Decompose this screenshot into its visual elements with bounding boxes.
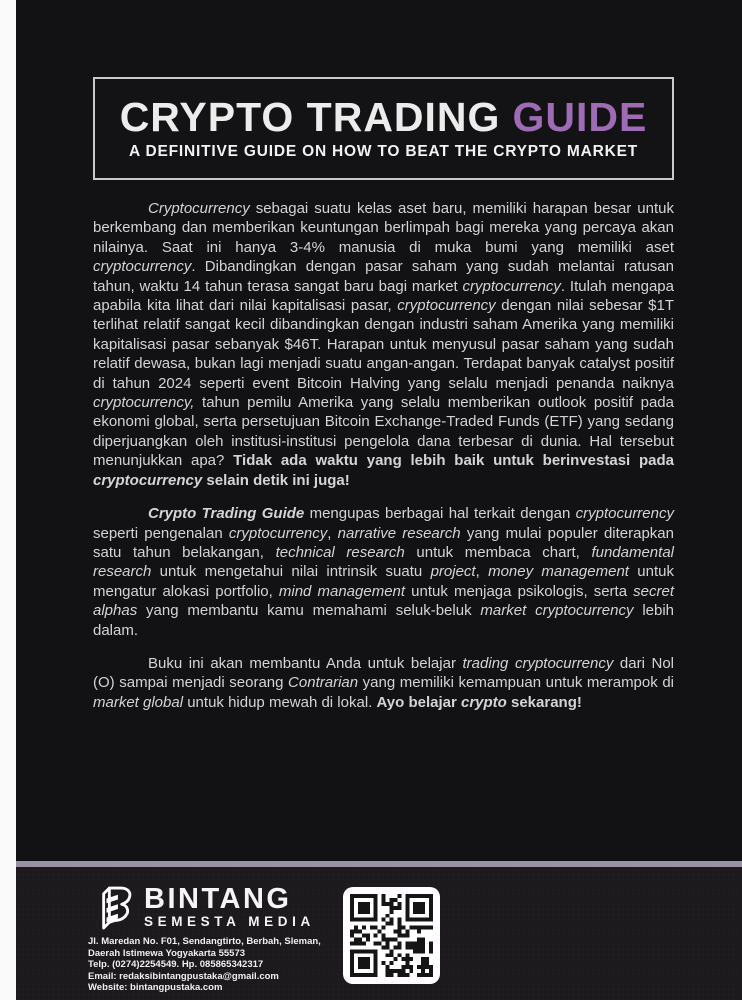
paragraph: Buku ini akan membantu Anda untuk belajar trading cryptocurrency dari Nol (O) sampai menjadi seorang Contrarian yang memiliki kemampuan untuk merampok di market global untuk hidup mewah di lokal. Ayo belajar crypto sekarang! (93, 654, 674, 711)
qr-pattern (350, 894, 433, 977)
paragraph: Crypto Trading Guide mengupas berbagai hal terkait dengan cryptocurrency seperti pengenalan cryptocurrency, narrative research yang mulai populer diterapkan satu tahun belakangan, technical research untuk membaca chart, fundamental research untuk mengetahui nilai intrinsik suatu project, money management untuk mengatur alokasi portfolio, mind management untuk menjaga psikologis, serta secret alphas yang membantu kamu memahami seluk-beluk market cryptocurrency lebih dalam. (93, 505, 675, 639)
publisher-footer (16, 867, 742, 1000)
body-paragraphs (93, 199, 674, 726)
publisher-name-line1: BINTANG (144, 883, 292, 915)
publisher-name (144, 884, 315, 929)
publisher-name-line2: SEMESTA MEDIA (144, 914, 315, 929)
book-title-accent: GUIDE (512, 93, 648, 140)
qr-code (343, 887, 440, 984)
book-subtitle: A DEFINITIVE GUIDE ON HOW TO BEAT THE CRYPTO MARKET (129, 143, 638, 161)
page-edge-strip (0, 0, 16, 1000)
title-box (93, 77, 674, 180)
publisher-address (88, 936, 358, 994)
address-line: Email: redaksibintangpustaka@gmail.com (88, 970, 279, 982)
book-title-main: CRYPTO TRADING (119, 93, 501, 140)
address-line: Jl. Maredan No. F01, Sendangtirto, Berbah, Sleman, (88, 936, 321, 947)
publisher-logo (97, 884, 315, 934)
address-line: Daerah Istimewa Yogyakarta 55573 (88, 947, 246, 959)
book-title (119, 93, 648, 140)
book-logo-icon (97, 884, 135, 934)
address-line: Telp. (0274)2254549. Hp. 085865342317 (88, 959, 264, 971)
address-line: Website: bintangpustaka.com (88, 982, 223, 994)
paragraph: Cryptocurrency sebagai suatu kelas aset baru, memiliki harapan besar untuk berkembang dan memberikan keuntungan berlimpah bagi mereka yang percaya akan nilainya. Saat ini hanya 3-4% manusia di muka bumi yang memiliki aset cryptocurrency. Dibandingkan dengan pasar saham yang sudah melantai ratusan tahun, waktu 14 tahun terasa sangat baru bagi market cryptocurrency. Itulah mengapa apabila kita lihat dari nilai kapitalisasi pasar, cryptocurrency dengan nilai sebesar $1T terlihat relatif sangat kecil dibandingkan dengan industri saham Amerika yang memiliki kapitalisasi pasar sebanyak $46T. Harapan untuk menyusul pasar saham yang sudah relatif dewasa, bukan lagi menjadi suatu angan-angan. Terdapat banyak catalyst positif di tahun 2024 seperti event Bitcoin Halving yang selalu menjadi penanda naiknya cryptocurrency, tahun pemilu Amerika yang selalu memberikan outlook positif pada ekonomi global, serta persetujuan Bitcoin Exchange-Traded Funds (ETF) yang sedang diperjuangkan oleh institusi-institusi pengelola dana terbesar di dunia. Hal tersebut menunjukkan apa? Tidak ada waktu yang lebih baik untuk berinvestasi pada cryptocurrency selain detik ini juga! (93, 200, 674, 489)
